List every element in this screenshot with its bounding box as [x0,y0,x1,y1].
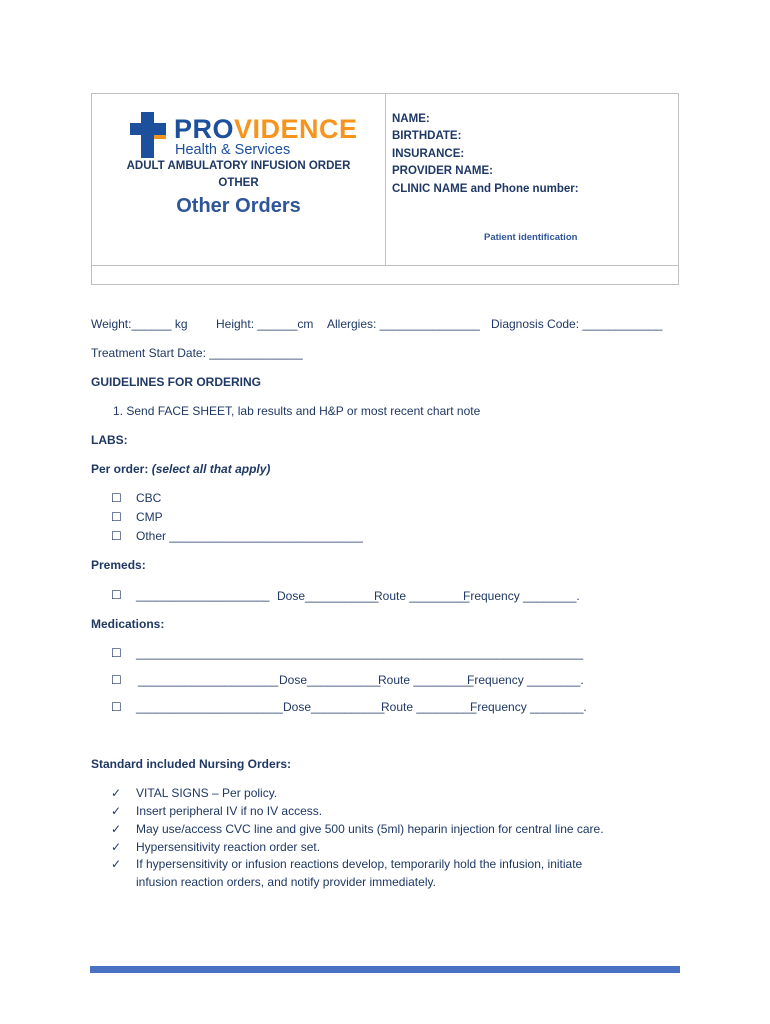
premeds-heading: Premeds: [91,558,146,572]
per-order-note: (select all that apply) [151,462,271,476]
footer-bar [90,966,680,973]
cbc-label: CBC [136,491,162,505]
patient-id-label: Patient identification [484,232,578,243]
premed-dose-field[interactable]: Dose___________ [277,589,379,603]
medication-1-checkbox[interactable]: ☐ [111,646,122,660]
weight-field[interactable]: Weight:______ kg [91,317,188,331]
clinic-label: CLINIC NAME and Phone number: [392,183,579,195]
labs-heading: LABS: [91,433,128,447]
nursing-item-reactions: If hypersensitivity or infusion reactions develop, temporarily hold the infusion, initiate [136,857,583,871]
patient-id-cell [386,94,678,265]
medication-2-drug-field[interactable]: _____________________ [138,673,279,687]
form-title-line-2: OTHER [218,177,259,189]
nursing-item-iv: Insert peripheral IV if no IV access. [136,804,323,818]
form-title-line-1: ADULT AMBULATORY INFUSION ORDER [126,160,351,172]
other-lab-checkbox[interactable]: ☐ [111,529,122,543]
header-table [91,93,679,285]
checkmark-icon: ✓ [111,822,122,836]
guideline-item: 1. Send FACE SHEET, lab results and H&P or most recent chart note [113,404,481,418]
medication-3-checkbox[interactable]: ☐ [111,700,122,714]
cross-icon [130,112,166,158]
header-divider [92,265,678,266]
premed-route-field[interactable]: Route _________ [374,589,470,603]
allergies-field[interactable]: Allergies: _______________ [327,317,480,331]
treatment-start-field[interactable]: Treatment Start Date: ______________ [91,346,303,360]
height-field[interactable]: Height: ______cm [216,317,314,331]
medication-2-dose-field[interactable]: Dose___________ [279,673,381,687]
checkmark-icon: ✓ [111,857,122,871]
premed-checkbox[interactable]: ☐ [111,588,122,602]
cmp-checkbox[interactable]: ☐ [111,510,122,524]
medication-3-dose-field[interactable]: Dose___________ [283,700,385,714]
diagnosis-code-field[interactable]: Diagnosis Code: ____________ [491,317,663,331]
header-left-cell [92,94,386,265]
checkmark-icon: ✓ [111,840,122,854]
provider-name-label: PROVIDER NAME: [392,165,493,177]
medication-3-drug-field[interactable]: ______________________ [136,700,283,714]
medication-2-route-field[interactable]: Route _________ [378,673,474,687]
cbc-checkbox[interactable]: ☐ [111,491,122,505]
medication-3-route-field[interactable]: Route _________ [381,700,477,714]
providence-logo [130,112,360,160]
checkmark-icon: ✓ [111,804,122,818]
per-order-label: Per order: (select all that apply) [91,462,271,476]
premed-frequency-field[interactable]: Frequency ________. [463,589,580,603]
other-lab-field[interactable]: Other _____________________________ [136,529,363,543]
logo-wordmark: PROVIDENCE [174,114,358,144]
patient-name-label: NAME: [392,113,430,125]
premed-drug-field[interactable]: ____________________ [136,588,270,602]
nursing-item-hypersensitivity: Hypersensitivity reaction order set. [136,840,321,854]
guidelines-heading: GUIDELINES FOR ORDERING [91,375,262,389]
logo-subtitle: Health & Services [175,142,291,158]
medication-2-checkbox[interactable]: ☐ [111,673,122,687]
patient-birthdate-label: BIRTHDATE: [392,130,462,142]
nursing-item-vital-signs: VITAL SIGNS – Per policy. [136,786,278,800]
page-heading: Other Orders [176,195,301,217]
checkmark-icon: ✓ [111,786,122,800]
medication-2-frequency-field[interactable]: Frequency ________. [467,673,584,687]
medications-heading: Medications: [91,617,165,631]
nursing-item-cvc: May use/access CVC line and give 500 units (5ml) heparin injection for central line care. [136,822,604,836]
nursing-orders-heading: Standard included Nursing Orders: [91,757,292,771]
nursing-item-reactions-cont: infusion reaction orders, and notify provider immediately. [136,875,436,889]
medication-3-frequency-field[interactable]: Frequency ________. [470,700,587,714]
cmp-label: CMP [136,510,163,524]
medication-1-field[interactable]: ___________________________________________________________________ [136,646,584,660]
patient-insurance-label: INSURANCE: [392,148,465,160]
